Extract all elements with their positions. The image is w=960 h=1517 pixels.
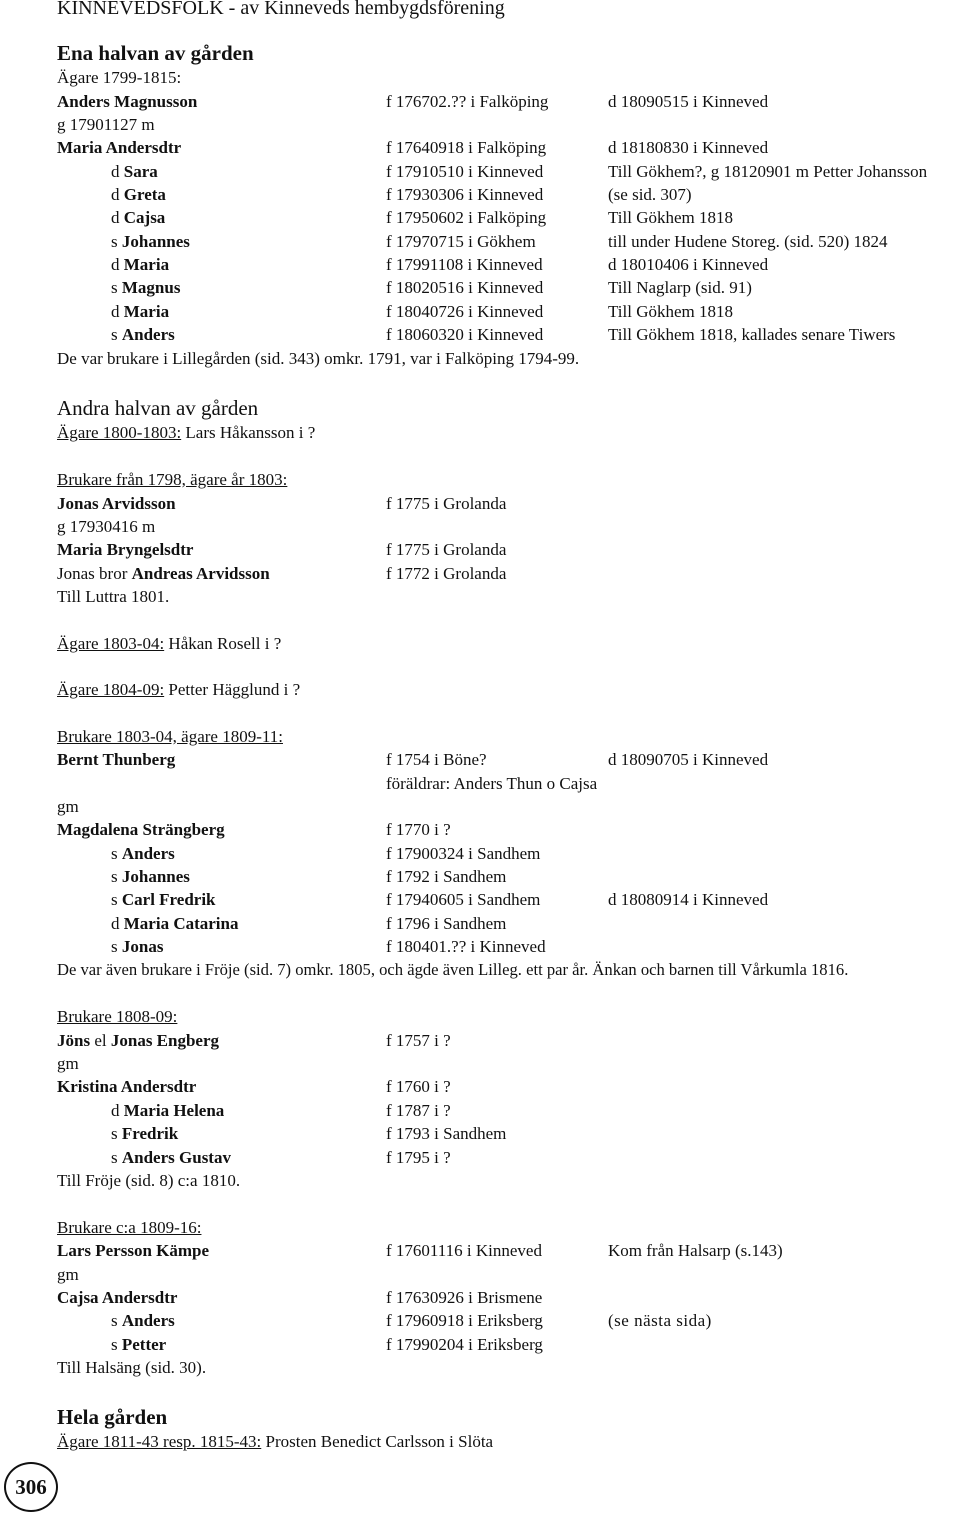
person-name: Johannes xyxy=(121,232,190,251)
person-name: Bernt Thunberg xyxy=(57,750,176,769)
birth-info: f 176702.?? i Falköping xyxy=(386,92,549,111)
birth-info: f 18020516 i Kinneved xyxy=(386,278,544,297)
person-name: Cajsa Andersdtr xyxy=(57,1288,178,1307)
table-row xyxy=(57,138,181,158)
relation: s xyxy=(111,867,118,886)
owner-label: Ägare 1803-04: xyxy=(57,634,165,653)
person-name: Fredrik xyxy=(121,1124,179,1143)
relation: d xyxy=(111,1101,120,1120)
marriage-info: g 17901127 m xyxy=(57,115,155,134)
person-name: Anders xyxy=(121,844,175,863)
birth-info: f 17900324 i Sandhem xyxy=(386,844,541,863)
relation: s xyxy=(111,1335,118,1354)
relation: s xyxy=(111,890,118,909)
relation: s xyxy=(111,1124,118,1143)
person-name: Sara xyxy=(123,162,158,181)
section-heading-hela: Hela gården xyxy=(57,1405,168,1429)
marriage-info: g 17930416 m xyxy=(57,517,156,536)
person-name: Maria Bryngelsdtr xyxy=(57,540,194,559)
person-name: Lars Persson Kämpe xyxy=(57,1241,210,1260)
owner-line xyxy=(57,634,281,654)
person-name: Anders Gustav xyxy=(121,1148,231,1167)
person-name: Maria Helena xyxy=(123,1101,225,1120)
note-info: Till Naglarp (sid. 91) xyxy=(608,278,752,297)
table-row xyxy=(111,890,216,910)
person-name: Jöns xyxy=(57,1031,91,1050)
table-row xyxy=(111,255,169,275)
section-heading-ena: Ena halvan av gården xyxy=(57,41,254,65)
birth-info: f 17930306 i Kinneved xyxy=(386,185,544,204)
person-name: Kristina Andersdtr xyxy=(57,1077,197,1096)
table-row xyxy=(111,1101,224,1121)
person-name: Anders Magnusson xyxy=(57,92,198,111)
birth-info: f 17630926 i Brismene xyxy=(386,1288,543,1307)
table-row xyxy=(111,278,180,298)
table-row xyxy=(57,1288,177,1308)
section-note: De var brukare i Lillegården (sid. 343) omkr. 1791, var i Falköping 1794-99. xyxy=(57,349,580,368)
birth-info: f 1787 i ? xyxy=(386,1101,451,1120)
relation: s xyxy=(111,325,118,344)
birth-info: f 1772 i Grolanda xyxy=(386,564,507,583)
person-name: Maria xyxy=(123,255,170,274)
table-row xyxy=(111,325,175,345)
table-row xyxy=(111,1148,231,1168)
birth-info: f 17910510 i Kinneved xyxy=(386,162,544,181)
person-name: Johannes xyxy=(121,867,190,886)
relation: d xyxy=(111,162,120,181)
page-header: KINNEVEDSFOLK - av Kinneveds hembygdsförening xyxy=(57,0,505,19)
relation: d xyxy=(111,185,120,204)
table-row xyxy=(111,867,190,887)
note-info: Till Gökhem 1818, kallades senare Tiwers xyxy=(608,325,896,344)
table-row xyxy=(111,208,165,228)
relation: d xyxy=(111,302,120,321)
parents-info: föräldrar: Anders Thun o Cajsa xyxy=(386,774,598,793)
birth-info: f 1757 i ? xyxy=(386,1031,451,1050)
table-row xyxy=(57,540,193,560)
birth-info: f 1795 i ? xyxy=(386,1148,451,1167)
table-row xyxy=(57,1077,196,1097)
marriage-info: gm xyxy=(57,1054,79,1073)
marriage-info: gm xyxy=(57,1265,79,1284)
owner-name: Lars Håkansson i ? xyxy=(185,423,316,442)
section-note: De var även brukare i Fröje (sid. 7) omkr. 1805, och ägde även Lilleg. ett par år. Änkan och barnen till Vårkumla 1816. xyxy=(57,960,849,979)
birth-info: f 1770 i ? xyxy=(386,820,451,839)
death-info: d 18080914 i Kinneved xyxy=(608,890,769,909)
moved-note: Till Halsäng (sid. 30). xyxy=(57,1358,207,1377)
note-info: till under Hudene Storeg. (sid. 520) 1824 xyxy=(608,232,888,251)
death-info: d 18010406 i Kinneved xyxy=(608,255,769,274)
note-info: (se nästa sida) xyxy=(608,1311,712,1330)
table-row xyxy=(57,494,176,514)
moved-note: Till Fröje (sid. 8) c:a 1810. xyxy=(57,1171,241,1190)
brukare-label: Brukare från 1798, ägare år 1803: xyxy=(57,470,288,489)
birth-info: f 17640918 i Falköping xyxy=(386,138,547,157)
table-row xyxy=(111,844,175,864)
birth-info: f 1792 i Sandhem xyxy=(386,867,507,886)
person-name: Jonas xyxy=(121,937,164,956)
owner-label: Ägare 1799-1815: xyxy=(57,68,182,87)
relation: s xyxy=(111,844,118,863)
birth-info: f 1760 i ? xyxy=(386,1077,451,1096)
birth-info: f 17970715 i Gökhem xyxy=(386,232,536,251)
note-info: (se sid. 307) xyxy=(608,185,692,204)
table-row xyxy=(111,162,158,182)
table-row xyxy=(111,232,190,252)
brukare-label: Brukare 1803-04, ägare 1809-11: xyxy=(57,727,283,746)
person-name: Magdalena Strängberg xyxy=(57,820,225,839)
note-info: Till Gökhem 1818 xyxy=(608,302,734,321)
death-info: d 18090705 i Kinneved xyxy=(608,750,769,769)
table-row xyxy=(57,564,270,584)
marriage-info: gm xyxy=(57,797,79,816)
alias-word: el xyxy=(94,1031,107,1050)
note-info: Till Gökhem 1818 xyxy=(608,208,734,227)
birth-info: f 180401.?? i Kinneved xyxy=(386,937,546,956)
owner-name: Prosten Benedict Carlsson i Slöta xyxy=(265,1432,494,1451)
relation: Jonas bror xyxy=(57,564,128,583)
relation: s xyxy=(111,1311,118,1330)
brukare-label: Brukare c:a 1809-16: xyxy=(57,1218,202,1237)
table-row xyxy=(57,820,225,840)
table-row xyxy=(111,1335,166,1355)
person-name: Petter xyxy=(121,1335,167,1354)
owner-name: Petter Hägglund i ? xyxy=(168,680,301,699)
person-name: Greta xyxy=(123,185,166,204)
table-row xyxy=(111,185,166,205)
person-name: Maria Andersdtr xyxy=(57,138,182,157)
brukare-label: Brukare 1808-09: xyxy=(57,1007,178,1026)
person-name: Andreas Arvidsson xyxy=(131,564,270,583)
relation: d xyxy=(111,255,120,274)
table-row xyxy=(57,1031,219,1051)
owner-label: Ägare 1811-43 resp. 1815-43: xyxy=(57,1432,262,1451)
birth-info: f 1775 i Grolanda xyxy=(386,494,507,513)
person-name: Jonas Arvidsson xyxy=(57,494,176,513)
owner-line xyxy=(57,680,300,700)
person-name: Magnus xyxy=(121,278,181,297)
table-row xyxy=(111,914,238,934)
birth-info: f 17601116 i Kinneved xyxy=(386,1241,542,1260)
person-name: Anders xyxy=(121,325,175,344)
owner-name: Håkan Rosell i ? xyxy=(168,634,282,653)
page-number: 306 xyxy=(4,1462,58,1512)
birth-info: f 1775 i Grolanda xyxy=(386,540,507,559)
birth-info: f 17991108 i Kinneved xyxy=(386,255,543,274)
relation: s xyxy=(111,937,118,956)
person-name: Anders xyxy=(121,1311,175,1330)
table-row xyxy=(111,1311,175,1331)
death-info: d 18090515 i Kinneved xyxy=(608,92,769,111)
birth-info: f 17940605 i Sandhem xyxy=(386,890,541,909)
owner-line xyxy=(57,423,315,443)
relation: s xyxy=(111,1148,118,1167)
owner-label: Ägare 1800-1803: xyxy=(57,423,182,442)
death-info: d 18180830 i Kinneved xyxy=(608,138,769,157)
person-name: Maria xyxy=(123,302,170,321)
person-name: Jonas Engberg xyxy=(110,1031,220,1050)
person-name: Carl Fredrik xyxy=(121,890,216,909)
moved-note: Till Luttra 1801. xyxy=(57,587,170,606)
person-name: Cajsa xyxy=(123,208,166,227)
birth-info: f 17990204 i Eriksberg xyxy=(386,1335,543,1354)
birth-info: f 1793 i Sandhem xyxy=(386,1124,507,1143)
relation: d xyxy=(111,208,120,227)
table-row xyxy=(111,937,163,957)
owner-line xyxy=(57,1432,493,1452)
note-info: Kom från Halsarp (s.143) xyxy=(608,1241,783,1260)
birth-info: f 1754 i Böne? xyxy=(386,750,487,769)
table-row xyxy=(111,1124,178,1144)
note-info: Till Gökhem?, g 18120901 m Petter Johansson xyxy=(608,162,928,181)
birth-info: f 18060320 i Kinneved xyxy=(386,325,544,344)
relation: s xyxy=(111,232,118,251)
person-name: Maria Catarina xyxy=(123,914,239,933)
owner-label: Ägare 1804-09: xyxy=(57,680,165,699)
section-heading-andra: Andra halvan av gården xyxy=(57,396,259,420)
table-row xyxy=(111,302,169,322)
birth-info: f 17950602 i Falköping xyxy=(386,208,547,227)
relation: s xyxy=(111,278,118,297)
table-row xyxy=(57,1241,209,1261)
birth-info: f 18040726 i Kinneved xyxy=(386,302,544,321)
table-row xyxy=(57,750,175,770)
birth-info: f 17960918 i Eriksberg xyxy=(386,1311,543,1330)
relation: d xyxy=(111,914,120,933)
table-row xyxy=(57,92,197,112)
birth-info: f 1796 i Sandhem xyxy=(386,914,507,933)
